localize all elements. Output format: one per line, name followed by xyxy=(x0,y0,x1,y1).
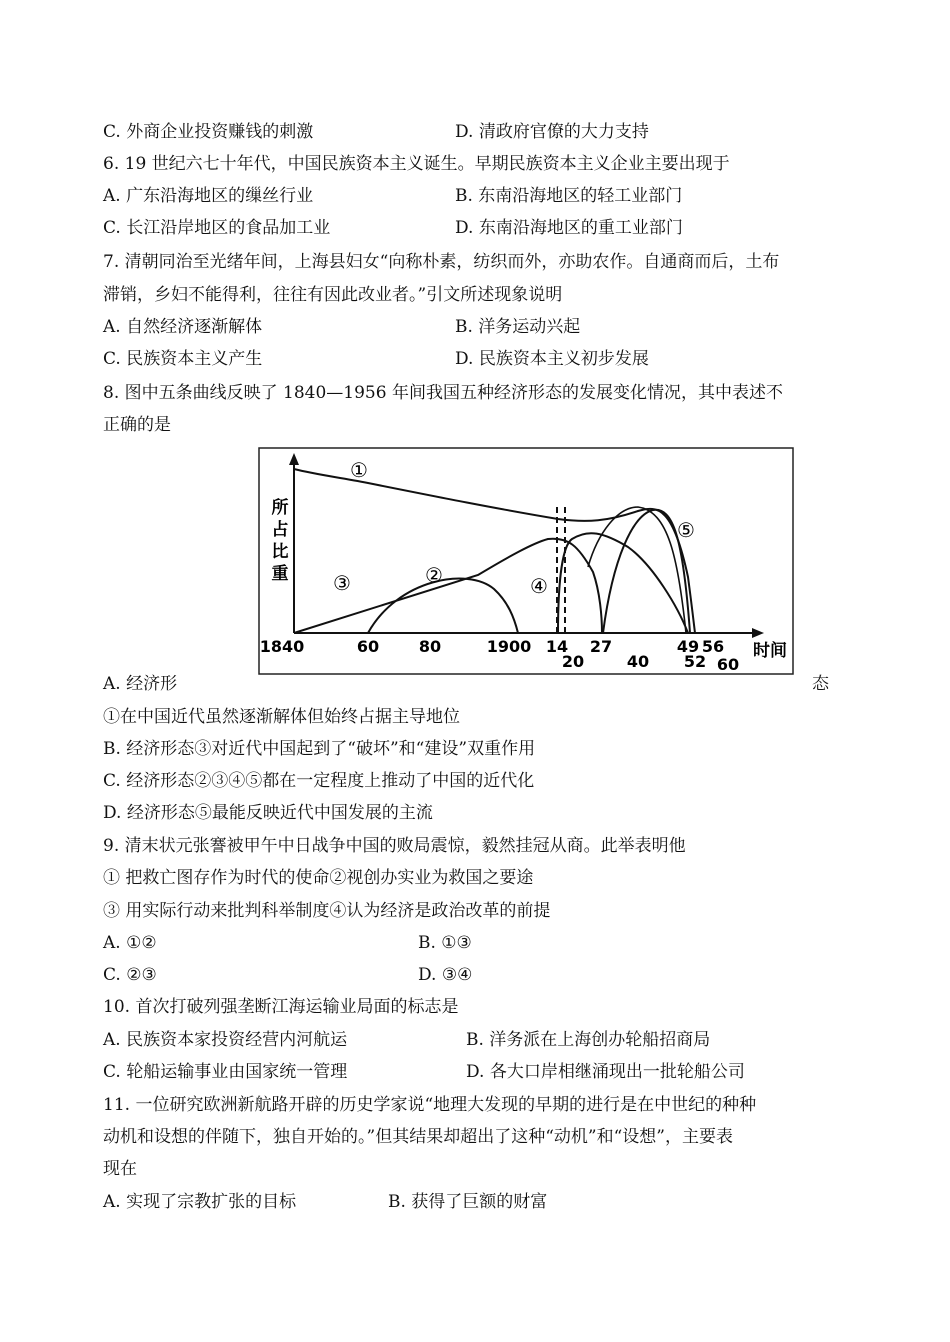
question-7-line-1: 7. 清朝同治至光绪年间，上海县妇女“向称朴素，纺织而外，亦助农作。自通商而后，土布 xyxy=(103,252,780,272)
q6-option-b: B. 东南沿海地区的轻工业部门 xyxy=(455,186,683,206)
question-8-line-2: 正确的是 xyxy=(103,415,171,435)
tick-56: 56 xyxy=(701,637,725,656)
q6-option-c: C. 长江沿岸地区的食品加工业 xyxy=(103,218,331,238)
q10-option-d: D. 各大口岸相继涌现出一批轮船公司 xyxy=(466,1062,745,1082)
tick-27: 27 xyxy=(589,637,613,656)
tick-40: 40 xyxy=(626,652,650,671)
question-9: 9. 清末状元张謇被甲午中日战争中国的败局震惊，毅然挂冠从商。此举表明他 xyxy=(103,836,686,856)
question-11-line-1: 11. 一位研究欧洲新航路开辟的历史学家说“地理大发现的早期的进行是在中世纪的种种 xyxy=(103,1095,757,1115)
economic-forms-chart xyxy=(258,447,794,675)
q7-option-a: A. 自然经济逐渐解体 xyxy=(103,317,263,337)
q8-option-d: D. 经济形态⑤最能反映近代中国发展的主流 xyxy=(103,803,433,823)
q8-option-a-continued: ①在中国近代虽然逐渐解体但始终占据主导地位 xyxy=(103,707,460,727)
q10-option-a: A. 民族资本家投资经营内河航运 xyxy=(103,1030,348,1050)
q7-option-d: D. 民族资本主义初步发展 xyxy=(455,349,649,369)
tick-60-second: 60 xyxy=(716,655,740,674)
q6-option-d: D. 东南沿海地区的重工业部门 xyxy=(455,218,683,238)
q9-statements-1: ① 把救亡图存作为时代的使命②视创办实业为救国之要途 xyxy=(103,868,534,888)
q5-option-d: D. 清政府官僚的大力支持 xyxy=(455,122,649,142)
q8-option-a-end: 态 xyxy=(812,674,829,694)
y-axis-arrow xyxy=(289,453,299,465)
curve-label-5: ⑤ xyxy=(677,518,695,542)
y-label-char-4: 重 xyxy=(271,564,289,584)
q6-option-a: A. 广东沿海地区的缫丝行业 xyxy=(103,186,314,206)
q9-statements-2: ③ 用实际行动来批判科举制度④认为经济是政治改革的前提 xyxy=(103,901,551,921)
q8-option-b: B. 经济形态③对近代中国起到了“破坏”和“建设”双重作用 xyxy=(103,739,536,759)
tick-14: 14 xyxy=(545,637,569,656)
question-11-line-3: 现在 xyxy=(103,1159,137,1179)
tick-1900: 1900 xyxy=(486,637,532,656)
curve-label-3: ③ xyxy=(333,571,351,595)
curve-label-1: ① xyxy=(350,458,368,482)
q11-option-b: B. 获得了巨额的财富 xyxy=(388,1192,548,1212)
economic-forms-figure xyxy=(258,447,794,675)
q9-option-b: B. ①③ xyxy=(418,933,472,953)
question-7-line-2: 滞销，乡妇不能得利，往往有因此改业者。”引文所述现象说明 xyxy=(103,285,563,305)
y-label-char-2: 占 xyxy=(271,520,289,540)
q9-option-d: D. ③④ xyxy=(418,965,473,985)
q10-option-c: C. 轮船运输事业由国家统一管理 xyxy=(103,1062,348,1082)
y-label-char-3: 比 xyxy=(271,542,289,562)
q9-option-c: C. ②③ xyxy=(103,965,157,985)
question-6: 6. 19 世纪六七十年代，中国民族资本主义诞生。早期民族资本主义企业主要出现于 xyxy=(103,154,730,174)
tick-52: 52 xyxy=(683,652,707,671)
q7-option-c: C. 民族资本主义产生 xyxy=(103,349,263,369)
curve-label-2: ② xyxy=(425,563,443,587)
tick-49: 49 xyxy=(676,637,700,656)
tick-20: 20 xyxy=(561,652,585,671)
q11-option-a: A. 实现了宗教扩张的目标 xyxy=(103,1192,297,1212)
y-label-char-1: 所 xyxy=(271,498,289,518)
question-8-line-1: 8. 图中五条曲线反映了 1840—1956 年间我国五种经济形态的发展变化情况，其中表述不 xyxy=(103,383,783,403)
q9-option-a: A. ①② xyxy=(103,933,157,953)
curve-label-4: ④ xyxy=(530,574,548,598)
q5-option-c: C. 外商企业投资赚钱的刺激 xyxy=(103,122,314,142)
x-axis-label: 时间 xyxy=(753,641,787,661)
question-10: 10. 首次打破列强垄断江海运输业局面的标志是 xyxy=(103,997,459,1017)
q8-option-c: C. 经济形态②③④⑤都在一定程度上推动了中国的近代化 xyxy=(103,771,535,791)
tick-80: 80 xyxy=(418,637,442,656)
tick-60: 60 xyxy=(356,637,380,656)
q7-option-b: B. 洋务运动兴起 xyxy=(455,317,581,337)
tick-1840: 1840 xyxy=(259,637,305,656)
q8-option-a-start: A. 经济形 xyxy=(103,674,178,694)
x-axis-arrow xyxy=(752,628,764,638)
q10-option-b: B. 洋务派在上海创办轮船招商局 xyxy=(466,1030,711,1050)
question-11-line-2: 动机和设想的伴随下，独自开始的。”但其结果却超出了这种“动机”和“设想”，主要表 xyxy=(103,1127,733,1147)
curve-1 xyxy=(294,469,695,633)
